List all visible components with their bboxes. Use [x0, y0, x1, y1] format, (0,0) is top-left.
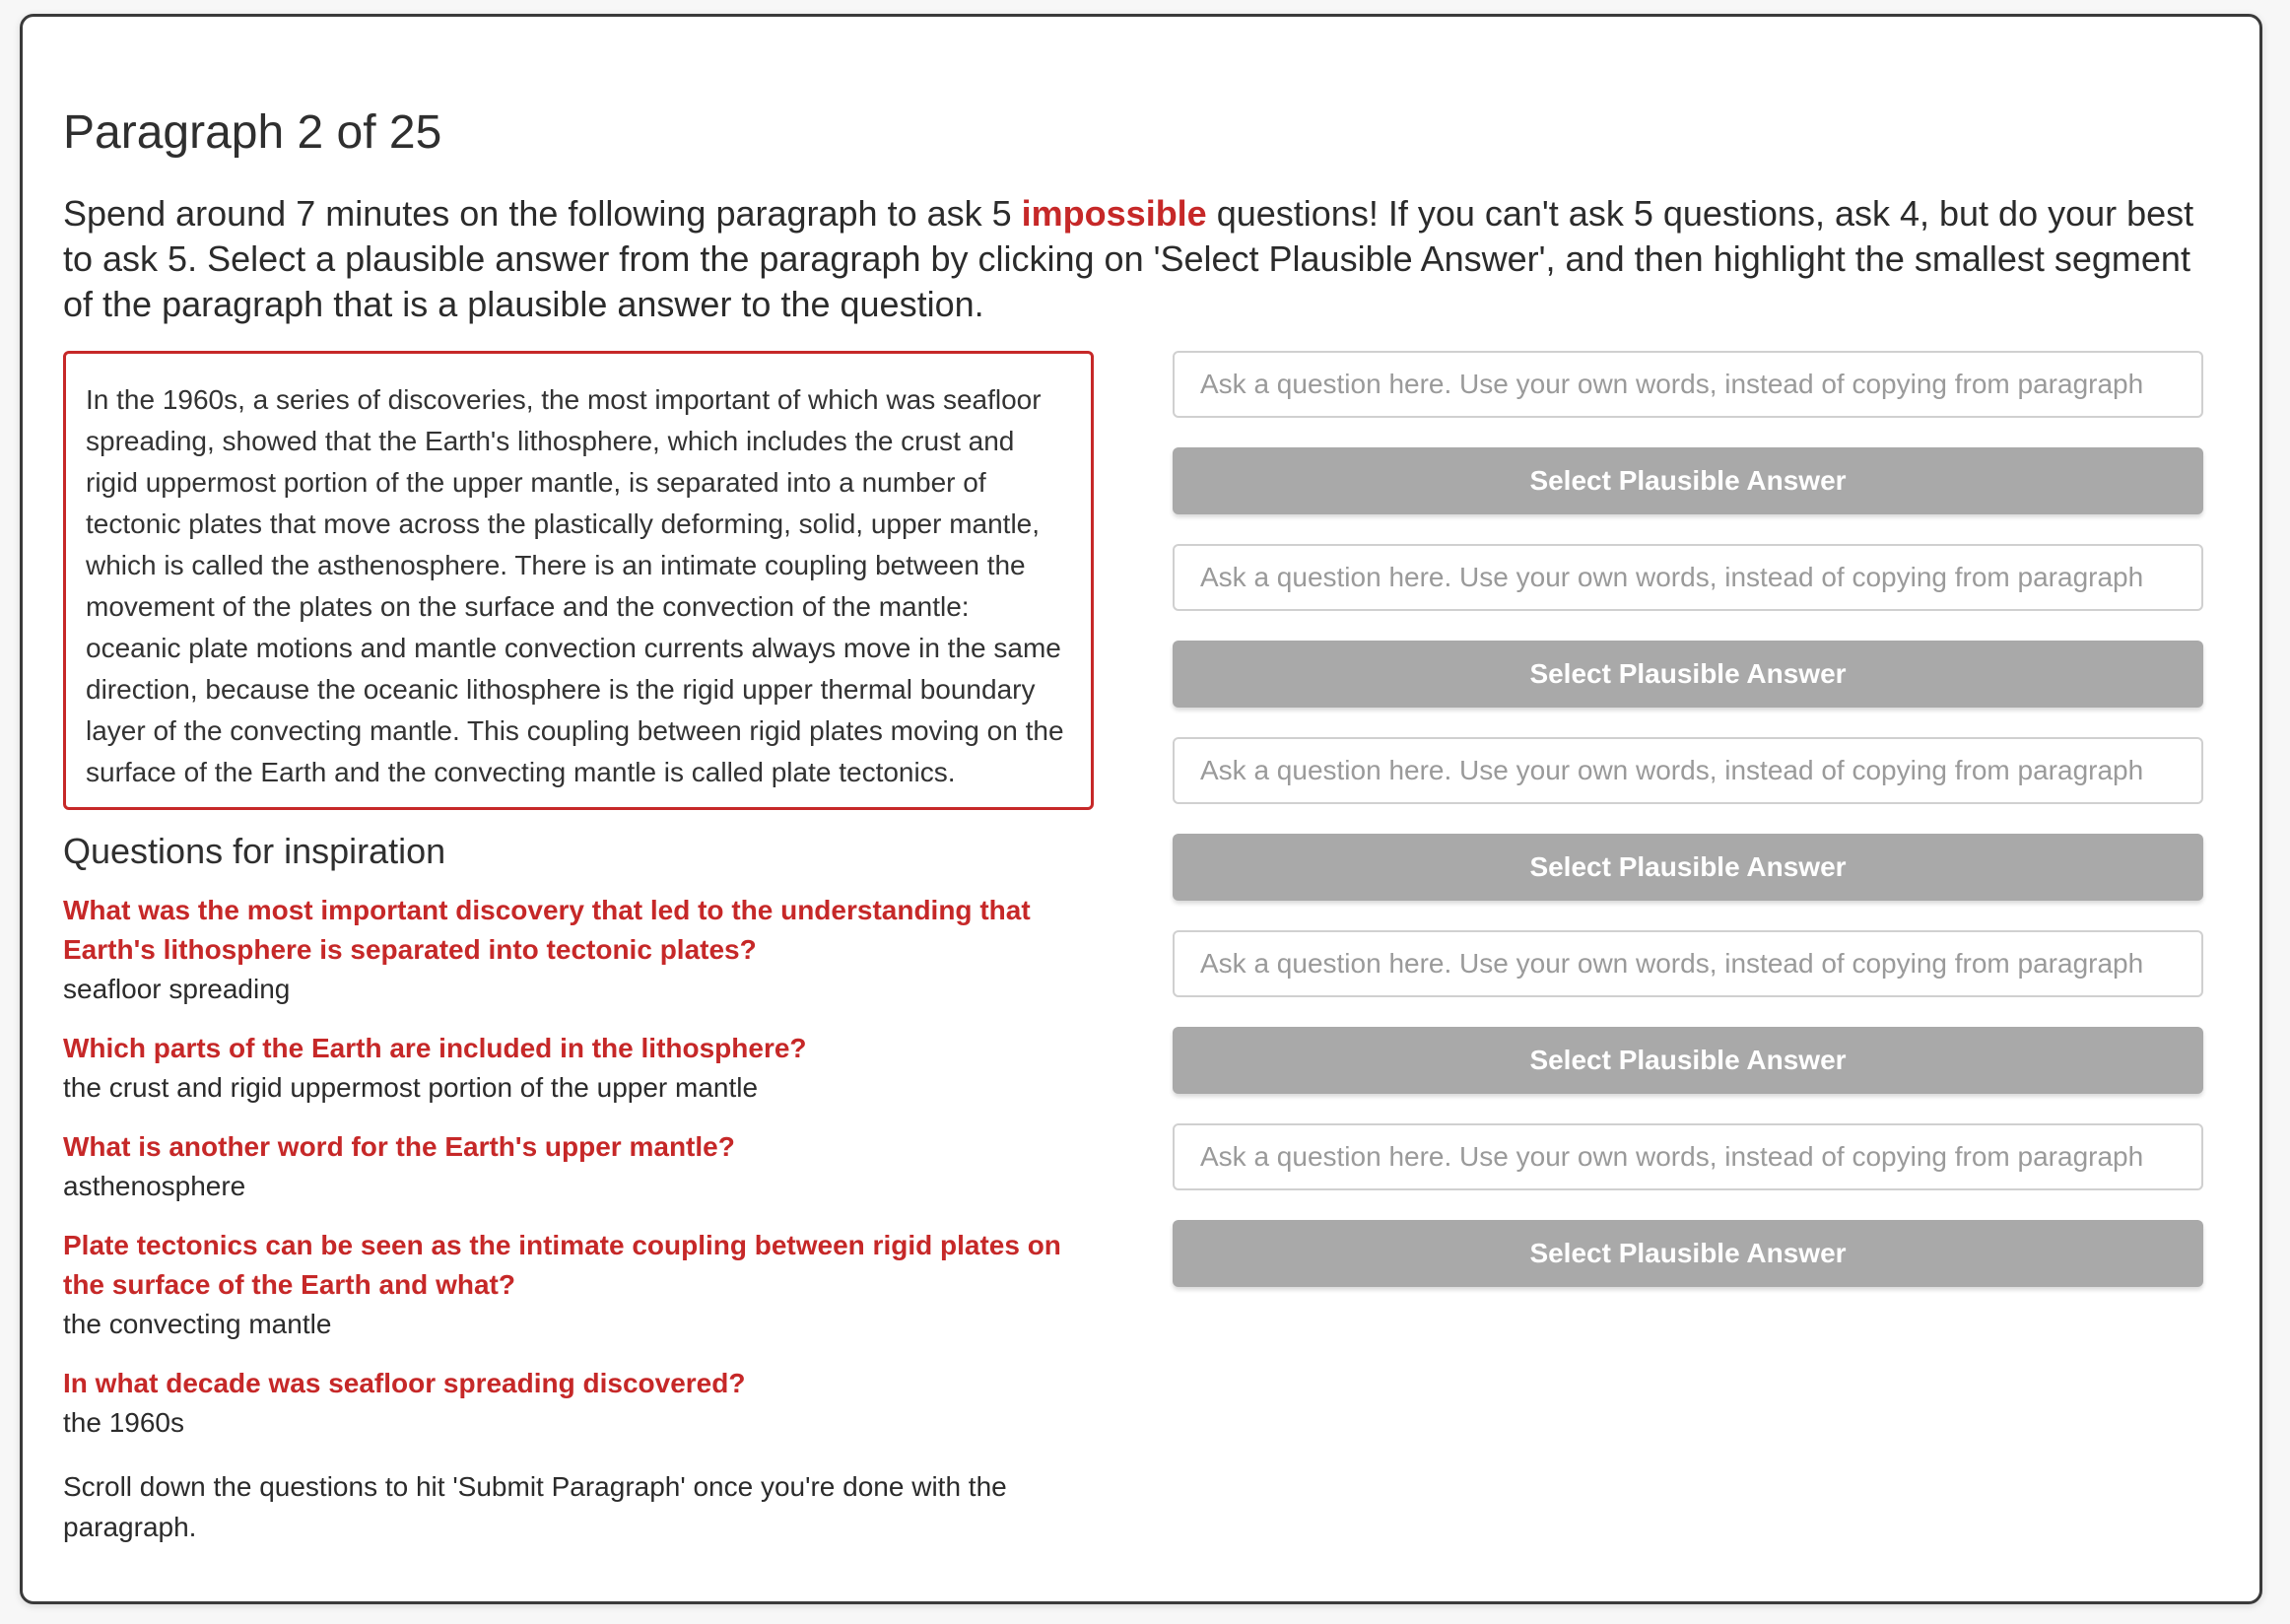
- question-input-5[interactable]: [1173, 1123, 2203, 1190]
- inspiration-answer: seafloor spreading: [63, 974, 291, 1004]
- question-slot-1: [1173, 351, 2203, 514]
- source-paragraph[interactable]: In the 1960s, a series of discoveries, the most important of which was seafloor spreading, showed that the Earth's lithosphere, which includes the crust and rigid uppermost portion of the upper mantle, is separated into a number of tectonic plates that move across the plastically deforming, solid, upper mantle, which is called the asthenosphere. There is an intimate coupling between the movement of the plates on the surface and the convection of the mantle: oceanic plate motions and mantle convection currents always move in the same direction, because the oceanic lithosphere is the rigid upper thermal boundary layer of the convecting mantle. This coupling between rigid plates moving on the surface of the Earth and the convecting mantle is called plate tectonics.: [63, 351, 1094, 810]
- instructions-part-2: questions! If you can't ask 5 questions, ask 4, but do your best to ask 5. Select a plausible answer from the paragraph by clicking on 'Select Plausible Answer', and then highlight the smallest segment of the paragraph that is a plausible answer to the question.: [63, 193, 2194, 324]
- inspiration-question: In what decade was seafloor spreading discovered?: [63, 1368, 746, 1398]
- inspiration-item: [63, 1226, 1094, 1344]
- inspiration-question: What is another word for the Earth's upper mantle?: [63, 1131, 735, 1162]
- inspiration-answer: the crust and rigid uppermost portion of the upper mantle: [63, 1072, 759, 1103]
- inspiration-item: [63, 891, 1094, 1009]
- inspiration-answer: the convecting mantle: [63, 1309, 332, 1339]
- page-title: Paragraph 2 of 25: [63, 106, 442, 159]
- inspiration-question: What was the most important discovery that led to the understanding that Earth's lithosphere is separated into tectonic plates?: [63, 895, 1031, 965]
- inspiration-item: [63, 1364, 1094, 1443]
- select-answer-button-5[interactable]: Select Plausible Answer: [1173, 1220, 2203, 1287]
- inspiration-question: Which parts of the Earth are included in the lithosphere?: [63, 1033, 807, 1063]
- inspiration-title: Questions for inspiration: [63, 831, 446, 871]
- impossible-highlight: impossible: [1021, 193, 1207, 234]
- select-answer-button-2[interactable]: Select Plausible Answer: [1173, 641, 2203, 708]
- instructions: [63, 191, 2201, 327]
- question-slot-4: [1173, 930, 2203, 1094]
- select-answer-button-3[interactable]: Select Plausible Answer: [1173, 834, 2203, 901]
- question-slot-5: [1173, 1123, 2203, 1287]
- scroll-note: Scroll down the questions to hit 'Submit Paragraph' once you're done with the paragraph.: [63, 1471, 1007, 1542]
- question-slot-3: [1173, 737, 2203, 901]
- question-input-3[interactable]: [1173, 737, 2203, 804]
- inspiration-answer: the 1960s: [63, 1407, 184, 1438]
- question-form: [1173, 351, 2203, 1287]
- question-input-4[interactable]: [1173, 930, 2203, 997]
- question-slot-2: [1173, 544, 2203, 708]
- inspiration-answer: asthenosphere: [63, 1171, 246, 1201]
- inspiration-question: Plate tectonics can be seen as the intimate coupling between rigid plates on the surface of the Earth and what?: [63, 1230, 1061, 1300]
- instructions-part-1: Spend around 7 minutes on the following paragraph to ask 5: [63, 193, 1022, 234]
- inspiration-list: [63, 891, 1094, 1462]
- inspiration-item: [63, 1127, 1094, 1206]
- select-answer-button-1[interactable]: Select Plausible Answer: [1173, 447, 2203, 514]
- select-answer-button-4[interactable]: Select Plausible Answer: [1173, 1027, 2203, 1094]
- inspiration-item: [63, 1029, 1094, 1108]
- question-input-2[interactable]: [1173, 544, 2203, 611]
- question-input-1[interactable]: [1173, 351, 2203, 418]
